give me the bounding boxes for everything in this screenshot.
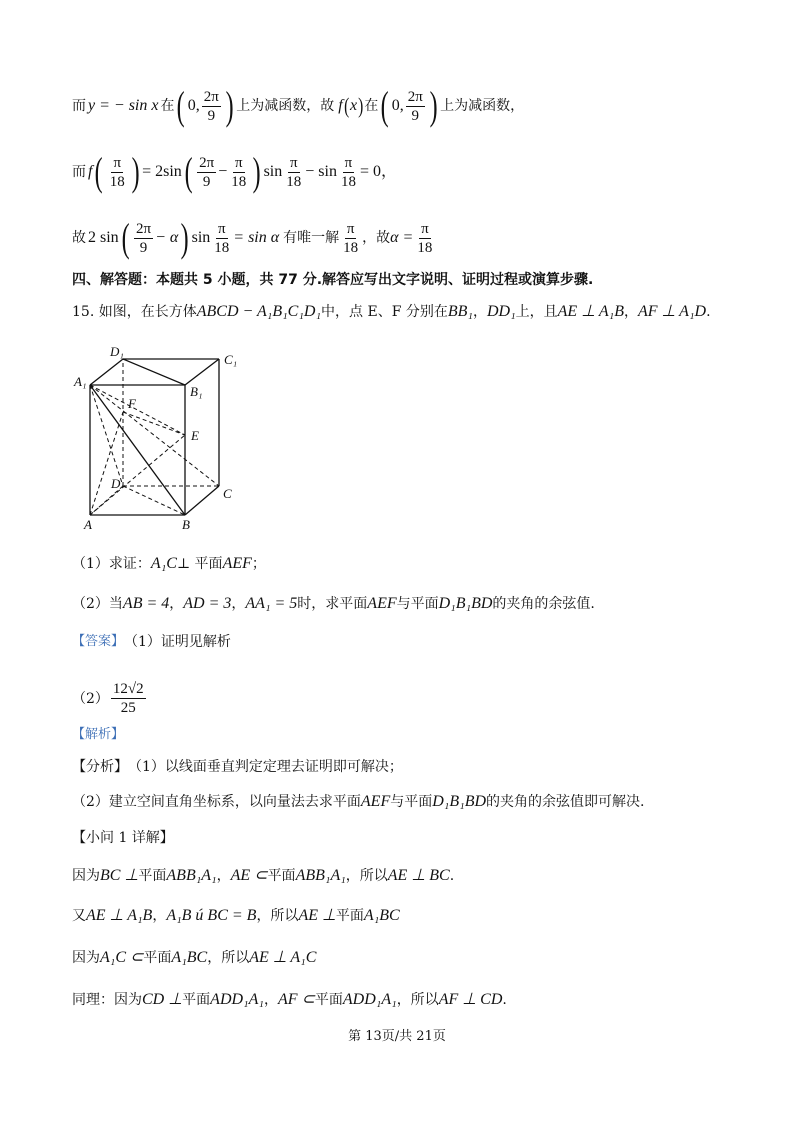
text: ⊥ 平面 <box>176 556 223 572</box>
math-expr: − <box>218 163 228 180</box>
math-expr: AA₁ = 5 <box>245 595 298 612</box>
numerator: π <box>289 154 298 171</box>
detail-line-2 <box>72 906 400 926</box>
text: 在 <box>160 98 175 114</box>
label-B: B <box>182 517 190 532</box>
denominator: 9 <box>207 107 216 124</box>
answer-line-1 <box>72 632 231 652</box>
text: 平面 <box>182 992 211 1008</box>
math-expr: = sin α <box>233 229 280 246</box>
analysis-line-2 <box>72 792 644 812</box>
text: 有唯一解 <box>283 230 340 246</box>
label-D: D <box>111 476 121 491</box>
edge-C-B <box>185 486 219 515</box>
answer-line-2 <box>72 680 148 717</box>
text: 因为 <box>72 868 100 884</box>
denominator: 9 <box>139 239 148 256</box>
paren-open: ( <box>95 149 104 194</box>
text: （2）当 <box>72 596 123 612</box>
detail-line-4 <box>72 990 507 1010</box>
math-expr: AE ⊥ BC <box>387 867 450 884</box>
edge-C1-B1 <box>185 359 219 385</box>
text: （1）证明见解析 <box>124 634 231 650</box>
cuboid-figure <box>74 342 258 532</box>
text: 平面 <box>267 868 296 884</box>
answer-tag: 【答案】 <box>72 634 125 649</box>
text: 上为减函数， <box>440 98 525 114</box>
paren-open: ( <box>184 149 193 194</box>
math-expr: ABCD − A₁B₁C₁D₁ <box>196 303 322 320</box>
text: 因为 <box>72 950 100 966</box>
denominator: 18 <box>231 173 247 190</box>
text: （1）求证： <box>72 556 151 572</box>
text: ， <box>263 992 278 1008</box>
math-expr: = 2sin <box>142 163 182 180</box>
math-expr: α = <box>390 229 414 246</box>
text: 在 <box>364 98 379 114</box>
math-expr: CD ⊥ <box>142 991 183 1008</box>
text: 同理：因为 <box>72 992 142 1008</box>
text: 时，求平面 <box>297 596 368 612</box>
math-expr: A₁C <box>150 555 177 572</box>
text: ， <box>623 304 638 320</box>
math-expr: ABB₁A₁ <box>295 867 346 884</box>
math-expr: A₁BC <box>363 907 400 924</box>
math-expr: AE ⊥ A₁B <box>557 303 624 320</box>
numerator: 2π <box>136 220 152 237</box>
math-expr: DD₁ <box>486 303 516 320</box>
segment-A-F <box>90 412 123 515</box>
text: ，故 <box>362 230 391 246</box>
math-expr: D₁B₁BD <box>432 793 487 810</box>
fraction <box>284 154 303 191</box>
math-expr: AE ⊂ <box>230 867 268 884</box>
denominator: 18 <box>343 239 359 256</box>
analysis-line-1 <box>72 757 403 777</box>
text: . <box>449 868 455 884</box>
text: ，所以 <box>345 868 388 884</box>
numerator: π <box>113 154 122 171</box>
text: 平面 <box>138 868 167 884</box>
denominator: 18 <box>340 173 356 190</box>
numerator: π <box>346 220 355 237</box>
math-expr: = 0， <box>359 163 397 180</box>
fraction <box>197 154 216 191</box>
text: 上为减函数，故 <box>236 98 335 114</box>
text: 平面 <box>143 950 172 966</box>
numerator: π <box>421 220 429 237</box>
question-15 <box>72 302 711 322</box>
math-expr: y = − sin x <box>88 97 159 114</box>
math-expr: x <box>349 97 358 114</box>
label-A1: A₁ <box>74 374 87 389</box>
text: 与平面 <box>396 596 439 612</box>
fraction <box>212 220 231 257</box>
label-C: C <box>223 486 232 501</box>
label-D1: D₁ <box>110 344 124 359</box>
segment-A1-B <box>90 385 185 515</box>
math-expr: D₁B₁BD <box>438 595 493 612</box>
fraction <box>229 154 248 191</box>
math-expr: AF ⊥ A₁D <box>637 303 707 320</box>
text: 的夹角的余弦值即可解决. <box>486 794 645 810</box>
fraction <box>415 220 434 257</box>
text: 中，点 E、F 分别在 <box>321 304 448 320</box>
page-footer: 第 13页/共 21页 <box>348 1029 446 1044</box>
text: ， <box>231 596 246 612</box>
paren-close: ) <box>252 149 261 194</box>
segment-A1-C <box>90 385 219 486</box>
text: 15. 如图，在长方体 <box>72 304 197 320</box>
text: ， <box>152 908 167 924</box>
label-A: A <box>84 517 92 532</box>
text: （2）建立空间直角坐标系，以向量法去求平面 <box>72 794 361 810</box>
segment-D1-B1 <box>123 359 185 385</box>
math-expr: AF ⊥ CD <box>438 991 503 1008</box>
math-expr: 0, <box>391 97 404 114</box>
text: . <box>706 304 711 320</box>
denominator: 18 <box>109 173 125 190</box>
text: 【分析】 <box>72 759 128 775</box>
paren-close: ) <box>131 149 140 194</box>
detail-heading: 【小问 1 详解】 <box>72 830 174 846</box>
paren-close: ) <box>225 83 234 128</box>
segment-D-B <box>123 486 185 515</box>
math-expr: 0, <box>187 97 200 114</box>
section-heading: 四、解答题：本题共 5 小题，共 77 分.解答应写出文字说明、证明过程或演算步骤. <box>72 272 594 288</box>
segment-A-E <box>90 435 185 515</box>
math-expr: sin <box>191 229 211 246</box>
analysis-tag: 【解析】 <box>72 727 125 742</box>
math-expr: ADD₁A₁ <box>210 991 264 1008</box>
edge-A1-D1 <box>90 359 123 385</box>
math-expr: AE ⊥ <box>298 907 336 924</box>
text: ； <box>251 556 266 572</box>
segment-E-F <box>123 412 185 435</box>
detail-line-3 <box>72 948 316 968</box>
part-1 <box>72 554 266 574</box>
solution-line-3 <box>72 215 436 260</box>
text: 故 <box>72 230 86 246</box>
label-E: E <box>191 428 199 443</box>
math-expr: 2 sin <box>88 229 119 246</box>
text: 平面 <box>314 992 343 1008</box>
math-expr: AB = 4 <box>122 595 170 612</box>
fraction <box>341 220 360 257</box>
numerator: π <box>234 154 243 171</box>
text: ， <box>216 868 231 884</box>
denominator: 9 <box>411 107 420 124</box>
text: 又 <box>72 908 86 924</box>
fraction <box>108 154 127 191</box>
fraction <box>406 88 425 125</box>
math-expr: ADD₁A₁ <box>342 991 397 1008</box>
text: ，所以 <box>207 950 250 966</box>
math-expr: f <box>338 97 343 114</box>
label-C1: C₁ <box>224 352 238 367</box>
paren-open: ( <box>177 83 186 128</box>
paren-close: ) <box>358 93 364 118</box>
math-expr: AEF <box>367 595 397 612</box>
math-expr: − α <box>155 229 179 246</box>
text: 而 <box>72 164 86 180</box>
numerator: π <box>344 154 353 171</box>
denominator: 18 <box>286 173 302 190</box>
math-expr: AF ⊂ <box>277 991 315 1008</box>
math-expr: AE ⊥ A₁C <box>249 949 317 966</box>
fraction <box>339 154 358 191</box>
text: 平面 <box>335 908 364 924</box>
denominator: 18 <box>417 239 433 256</box>
text: 上，且 <box>515 304 558 320</box>
numerator: 2π <box>199 154 215 171</box>
math-expr: A₁C ⊂ <box>100 949 144 966</box>
analysis-tag-line <box>72 725 124 745</box>
numerator: π <box>217 220 226 237</box>
text: ，所以 <box>396 992 439 1008</box>
text: ， <box>472 304 487 320</box>
label-F: F <box>128 396 136 411</box>
text: 的夹角的余弦值. <box>492 596 595 612</box>
math-expr: BC ⊥ <box>100 867 139 884</box>
text: . <box>502 992 507 1008</box>
math-expr: A₁B ú BC = B <box>166 907 257 924</box>
text: （1）以线面垂直判定定理去证明即可解决； <box>128 759 403 775</box>
part-2 <box>72 594 595 614</box>
math-expr: − sin <box>305 163 337 180</box>
fraction <box>111 680 146 717</box>
text: ，所以 <box>256 908 299 924</box>
fraction <box>202 88 221 125</box>
math-expr: AE ⊥ A₁B <box>86 907 153 924</box>
denominator: 25 <box>120 700 136 716</box>
text: （2） <box>72 690 109 707</box>
solution-line-1 <box>72 83 525 128</box>
label-B1: B₁ <box>190 384 203 399</box>
text: 与平面 <box>390 794 433 810</box>
math-expr: AEF <box>222 555 252 572</box>
math-expr: AEF <box>360 793 391 810</box>
paren-open: ( <box>343 93 349 118</box>
math-expr: ABB₁A₁ <box>166 867 217 884</box>
paren-open: ( <box>121 215 130 260</box>
math-expr: f <box>88 163 93 180</box>
fraction <box>134 220 153 257</box>
text: ， <box>169 596 184 612</box>
math-expr: BB₁ <box>447 303 473 320</box>
paren-open: ( <box>381 83 390 128</box>
detail-line-1 <box>72 866 454 886</box>
numerator: 2π <box>203 88 219 105</box>
math-expr: AD = 3 <box>183 595 232 612</box>
numerator: 2π <box>407 88 423 105</box>
paren-close: ) <box>180 215 189 260</box>
denominator: 18 <box>214 239 230 256</box>
numerator: 12√2 <box>112 681 144 697</box>
math-expr: A₁BC <box>171 949 208 966</box>
math-expr: sin <box>263 163 283 180</box>
denominator: 9 <box>202 173 211 190</box>
paren-close: ) <box>429 83 438 128</box>
text: 而 <box>72 98 86 114</box>
solution-line-2 <box>72 149 397 194</box>
